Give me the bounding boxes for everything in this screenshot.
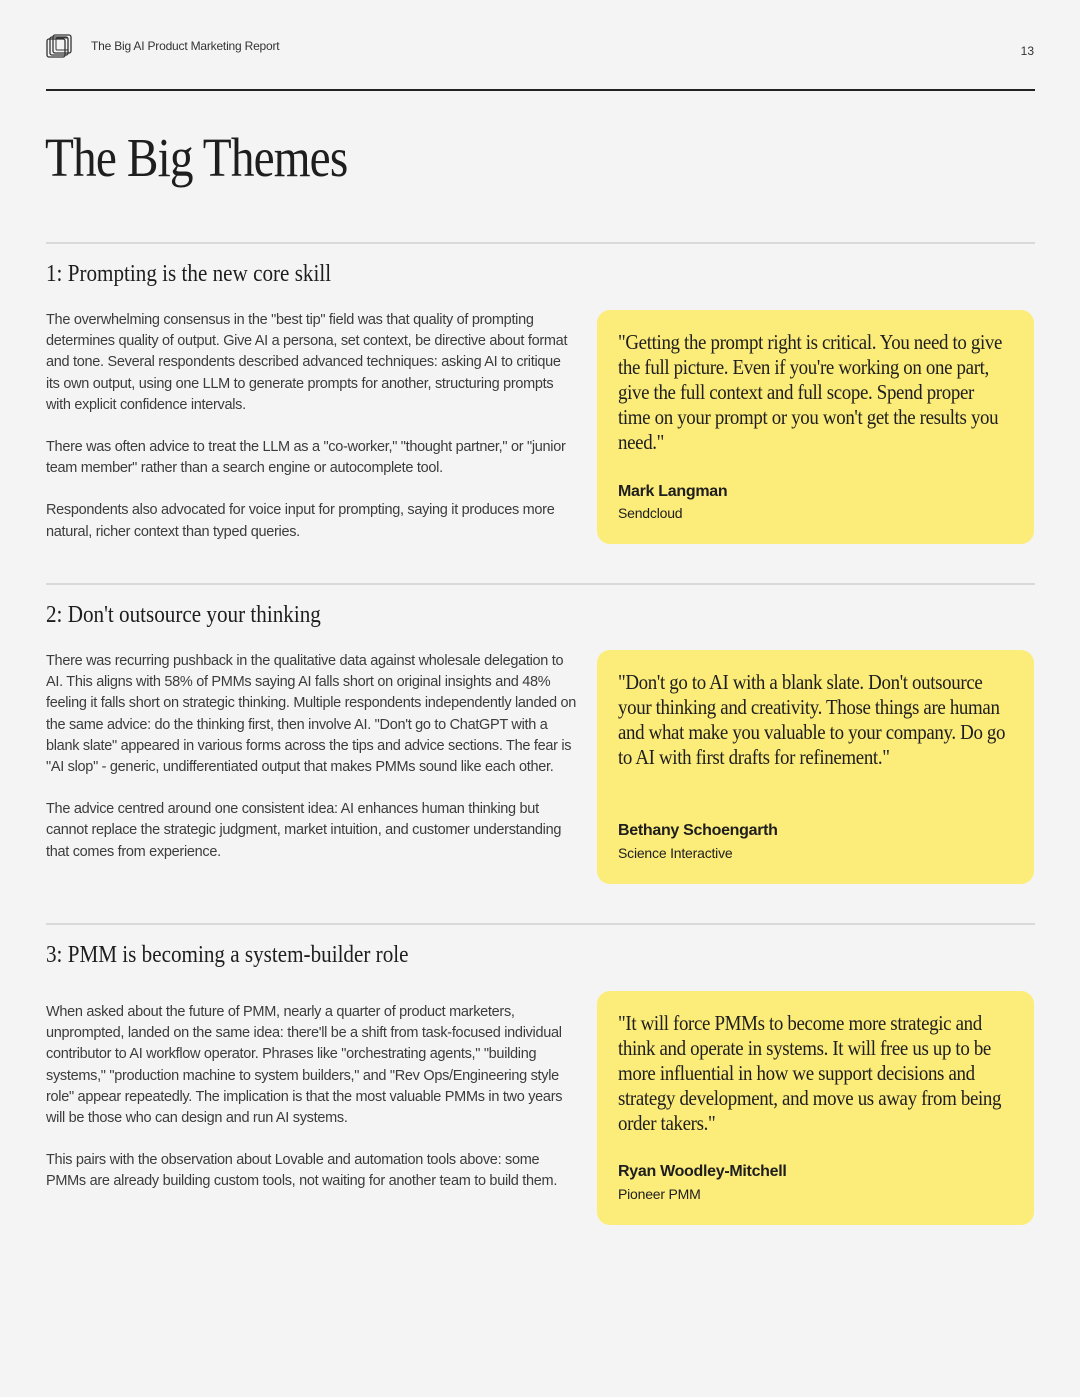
body-paragraph: There was recurring pushback in the qualitative data against wholesale delegation to AI. This aligns with 58% of PMMs saying AI falls short on original insights and 48% feeling it falls short on strategic thinking. Multiple respondents independently landed on the same advice: do the thinking first, then involve AI. "Don't go to ChatGPT with a blank slate" appeared in various forms across the tips and advice sections. The fear is "AI slop" - generic, undifferentiated output that makes PMMs sound like each other.: [46, 653, 576, 776]
page-title: The Big Themes: [45, 127, 348, 188]
body-paragraph: The overwhelming consensus in the "best tip" field was that quality of prompting determines quality of output. Give AI a persona, set context, be directive about format and tone. Several respondents described advanced techniques: asking AI to critique its own output, using one LLM to generate prompts for another, structuring prompts with explicit confidence intervals.: [46, 312, 568, 413]
section-heading: 1: Prompting is the new core skill: [46, 261, 332, 287]
body-paragraph: This pairs with the observation about Lovable and automation tools above: some PMMs are already building custom tools, not waiting for another team to build them.: [46, 1152, 558, 1190]
section-heading: 3: PMM is becoming a system-builder role: [46, 942, 409, 968]
header-divider: [46, 89, 1035, 91]
section-body: [46, 310, 576, 564]
quote-author-company: Science Interactive: [618, 845, 733, 861]
section-divider: [46, 923, 1035, 925]
page-number: 13: [1020, 44, 1034, 58]
section-body: [46, 1002, 576, 1214]
quote-author-name: Bethany Schoengarth: [618, 822, 778, 839]
theme-section-3: [46, 923, 1035, 1243]
theme-section-2: [46, 583, 1035, 903]
quote-author-name: Mark Langman: [618, 483, 728, 500]
section-body: [46, 651, 576, 884]
body-paragraph: The advice centred around one consistent idea: AI enhances human thinking but cannot replace the strategic judgment, market intuition, and customer understanding that comes from experience.: [46, 801, 562, 860]
quote-text: "Getting the prompt right is critical. You need to give the full picture. Even if you're working on one part, give the full context and full scope. Spend proper time on your prompt or you won't get the results you need.": [618, 330, 1003, 454]
page-header: [46, 33, 1036, 63]
report-title: The Big AI Product Marketing Report: [91, 39, 280, 53]
quote-author-company: Sendcloud: [618, 505, 683, 521]
body-paragraph: Respondents also advocated for voice input for prompting, saying it produces more natural, richer context than typed queries.: [46, 502, 555, 540]
stacked-squares-icon: [46, 33, 72, 59]
section-divider: [46, 583, 1035, 585]
body-paragraph: When asked about the future of PMM, nearly a quarter of product marketers, unprompted, landed on the same idea: there'll be a shift from task-focused individual contributor to AI workflow operator. Phrases like "orchestrating agents," "building systems," "production machine to system builders," and "Rev Ops/Engineering style role" appear repeatedly. The implication is that the most valuable PMMs in two years will be those who can design and run AI systems.: [46, 1004, 563, 1127]
section-divider: [46, 242, 1035, 244]
quote-card: [597, 650, 1034, 884]
quote-card: [597, 991, 1034, 1225]
theme-section-1: [46, 242, 1035, 562]
quote-text: "Don't go to AI with a blank slate. Don't outsource your thinking and creativity. Those things are human and what make you valuable to your company. Do go to AI with first drafts for refinement.": [618, 670, 1006, 769]
quote-author-name: Ryan Woodley-Mitchell: [618, 1163, 787, 1180]
section-heading: 2: Don't outsource your thinking: [46, 602, 321, 628]
body-paragraph: There was often advice to treat the LLM as a "co-worker," "thought partner," or "junior team member" rather than a search engine or autocomplete tool.: [46, 439, 566, 477]
quote-author-company: Pioneer PMM: [618, 1186, 701, 1202]
quote-text: "It will force PMMs to become more strategic and think and operate in systems. It will free us up to be more influential in how we support decisions and strategy development, and move us away from being order takers.": [618, 1011, 1002, 1135]
quote-card: [597, 310, 1034, 544]
